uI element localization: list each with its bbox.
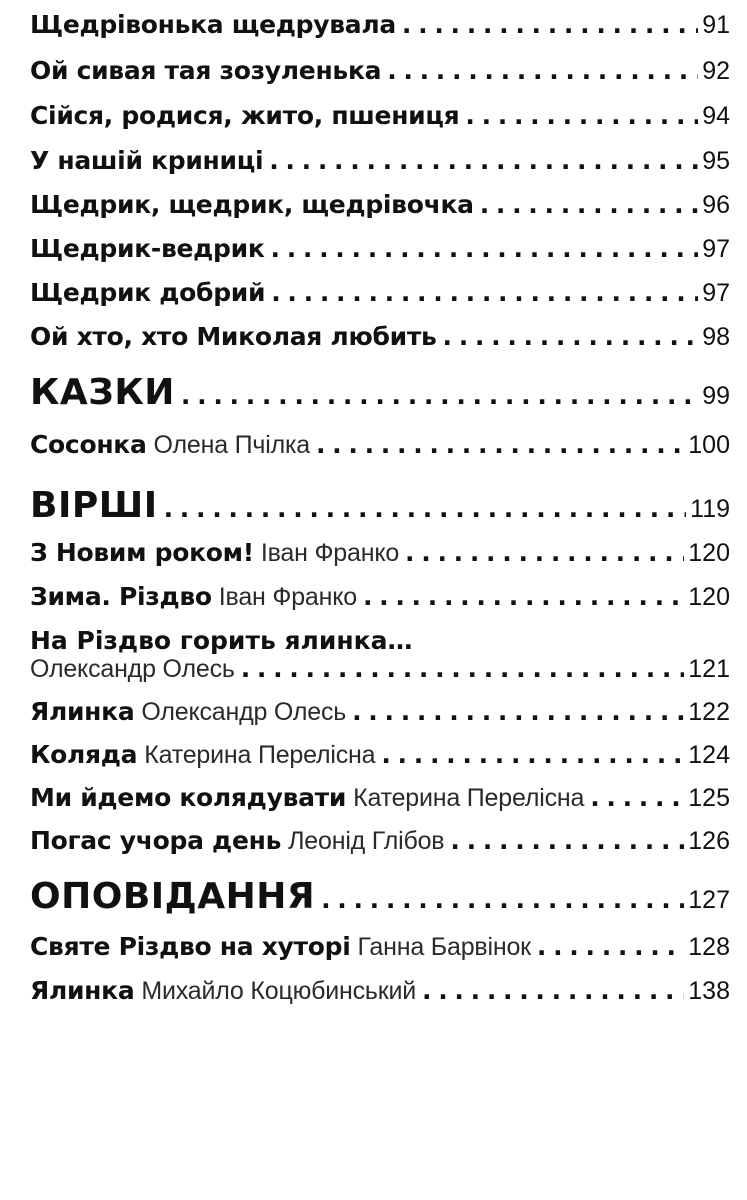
entry-title: Святе Різдво на хуторі	[30, 932, 351, 961]
entry-page: 126	[688, 827, 730, 855]
toc-entry[interactable]	[30, 278, 730, 308]
dot-leader	[363, 582, 684, 611]
entry-page: 122	[688, 698, 730, 726]
section-page: 127	[688, 886, 730, 914]
entry-title: З Новим роком!	[30, 538, 254, 567]
dot-leader	[381, 740, 684, 769]
entry-page: 125	[688, 784, 730, 812]
entry-author: Ганна Барвінок	[357, 933, 531, 961]
toc-entry[interactable]	[30, 976, 730, 1006]
entry-author: Катерина Перелісна	[353, 784, 585, 812]
entry-title: Щедрик-ведрик	[30, 234, 265, 263]
toc-entry[interactable]	[30, 932, 730, 962]
entry-page: 97	[702, 279, 730, 307]
entry-page: 98	[702, 323, 730, 351]
entry-title: Ялинка	[30, 976, 135, 1005]
entry-title: Ми йдемо колядувати	[30, 783, 347, 812]
entry-author: Олена Пчілка	[153, 431, 310, 459]
toc-entry[interactable]	[30, 322, 730, 352]
entry-page: 94	[702, 102, 730, 130]
entry-page: 92	[702, 57, 730, 85]
dot-leader	[387, 56, 698, 85]
dot-leader	[450, 826, 684, 855]
entry-page: 96	[702, 191, 730, 219]
entry-title: Щедрівонька щедрувала	[30, 10, 396, 39]
dot-leader	[352, 697, 684, 726]
entry-title[interactable]: На Різдво горить ялинка…	[30, 626, 413, 655]
section-title: КАЗКИ	[30, 372, 175, 413]
toc-entry[interactable]	[30, 740, 730, 770]
toc-entry[interactable]	[30, 582, 730, 612]
entry-author: Олександр Олесь	[141, 698, 347, 726]
dot-leader	[164, 494, 687, 523]
toc-entry[interactable]	[30, 56, 730, 86]
entry-title: Щедрик, щедрик, щедрівочка	[30, 190, 474, 219]
entry-page: 121	[688, 655, 730, 683]
entry-page: 124	[688, 741, 730, 769]
toc-entry[interactable]	[30, 101, 730, 131]
dot-leader	[443, 322, 699, 351]
dot-leader	[590, 783, 684, 812]
toc-entry[interactable]	[30, 654, 730, 684]
entry-author: Катерина Перелісна	[144, 741, 376, 769]
section-page: 99	[702, 382, 730, 410]
entry-page: 97	[702, 235, 730, 263]
toc-entry[interactable]	[30, 146, 730, 176]
toc-entry[interactable]	[30, 697, 730, 727]
entry-title: У нашій криниці	[30, 146, 264, 175]
entry-author: Олександр Олесь	[30, 655, 235, 683]
entry-title: Погас учора день	[30, 826, 282, 855]
section-title: ОПОВІДАННЯ	[30, 876, 316, 917]
dot-leader	[537, 932, 684, 961]
section-page: 119	[690, 495, 730, 523]
entry-page: 91	[702, 11, 730, 39]
dot-leader	[241, 654, 685, 683]
toc-entry[interactable]	[30, 826, 730, 856]
entry-page: 138	[688, 977, 730, 1005]
entry-title: Ой сивая тая зозуленька	[30, 56, 382, 85]
dot-leader	[269, 146, 698, 175]
section-heading-tales[interactable]	[30, 372, 730, 413]
dot-leader	[480, 190, 699, 219]
toc-entry[interactable]	[30, 10, 730, 40]
dot-leader	[271, 278, 698, 307]
entry-author: Леонід Глібов	[288, 827, 445, 855]
dot-leader	[271, 234, 699, 263]
dot-leader	[405, 538, 684, 567]
toc-entry[interactable]	[30, 538, 730, 568]
entry-author: Михайло Коцюбинський	[141, 977, 417, 1005]
entry-title: Щедрик добрий	[30, 278, 266, 307]
entry-page: 100	[688, 431, 730, 459]
dot-leader	[422, 976, 684, 1005]
section-title: ВІРШІ	[30, 485, 158, 526]
entry-author: Іван Франко	[260, 539, 400, 567]
toc-entry[interactable]	[30, 430, 730, 460]
dot-leader	[181, 381, 698, 410]
dot-leader	[321, 885, 684, 914]
toc-entry[interactable]	[30, 234, 730, 264]
entry-title: Ой хто, хто Миколая любить	[30, 322, 437, 351]
entry-title: Ялинка	[30, 697, 135, 726]
entry-title: Коляда	[30, 740, 138, 769]
toc-entry[interactable]	[30, 783, 730, 813]
entry-author: Іван Франко	[218, 583, 357, 611]
entry-title: Сосонка	[30, 430, 147, 459]
toc-entry[interactable]	[30, 190, 730, 220]
section-heading-poems[interactable]	[30, 485, 730, 526]
dot-leader	[465, 101, 698, 130]
dot-leader	[402, 10, 698, 39]
entry-page: 128	[688, 933, 730, 961]
entry-page: 120	[688, 539, 730, 567]
entry-page: 95	[702, 147, 730, 175]
entry-page: 120	[688, 583, 730, 611]
entry-title: Сійся, родися, жито, пшениця	[30, 101, 460, 130]
dot-leader	[316, 430, 684, 459]
entry-title: Зима. Різдво	[30, 582, 212, 611]
section-heading-stories[interactable]	[30, 876, 730, 917]
